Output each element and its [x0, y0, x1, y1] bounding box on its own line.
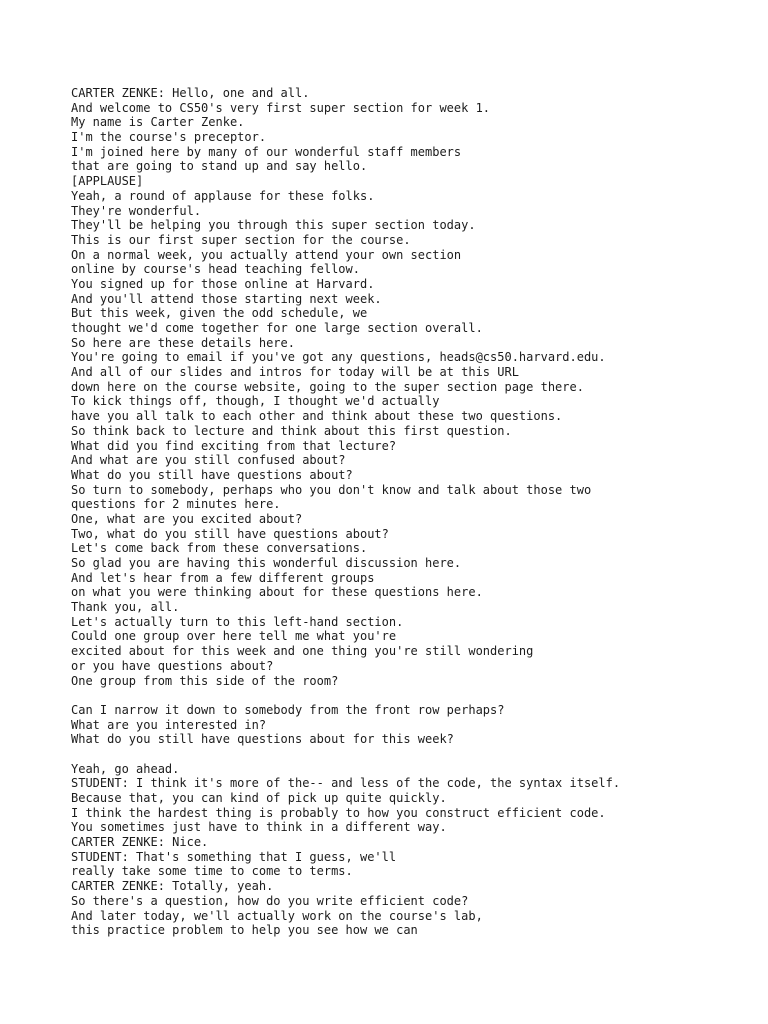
transcript-line: Could one group over here tell me what you're: [71, 629, 397, 644]
transcript-line: Thank you, all.: [71, 600, 180, 615]
transcript-line: I'm joined here by many of our wonderful staff members: [71, 144, 462, 159]
transcript-line: Yeah, go ahead.: [71, 761, 180, 776]
transcript-line: On a normal week, you actually attend your own section: [71, 247, 462, 262]
transcript-line: So glad you are having this wonderful discussion here.: [71, 556, 462, 570]
transcript-line: This is our first super section for the course.: [71, 232, 411, 247]
transcript-line: And later today, we'll actually work on the course's lab,: [71, 908, 483, 923]
transcript-line: And what are you still confused about?: [71, 453, 346, 468]
transcript-line: Let's come back from these conversations.: [71, 541, 368, 556]
transcript-line: Let's actually turn to this left-hand section.: [71, 614, 404, 629]
transcript-line: STUDENT: I think it's more of the-- and less of the code, the syntax itself.: [71, 776, 621, 791]
transcript-line: or you have questions about?: [71, 658, 274, 673]
transcript-line: Because that, you can kind of pick up quite quickly.: [71, 791, 447, 805]
transcript-line: One group from this side of the room?: [71, 673, 339, 688]
transcript-line: So turn to somebody, perhaps who you don't know and talk about those two: [71, 482, 592, 497]
transcript-line: this practice problem to help you see how we can: [71, 923, 418, 938]
transcript-line: [71, 747, 751, 762]
transcript-line: And welcome to CS50's very first super section for week 1.: [71, 100, 491, 115]
transcript-line: What are you interested in?: [71, 717, 267, 732]
transcript-line: [APPLAUSE]: [71, 174, 144, 189]
transcript-line: What did you find exciting from that lecture?: [71, 438, 397, 453]
transcript-line: Two, what do you still have questions about?: [71, 526, 389, 541]
transcript-line: excited about for this week and one thing you're still wondering: [71, 644, 534, 659]
transcript-line: And let's hear from a few different groups: [71, 570, 375, 585]
transcript-line: To kick things off, though, I thought we'd actually: [71, 394, 440, 409]
transcript-line: I'm the course's preceptor.: [71, 130, 267, 145]
transcript-line: You signed up for those online at Harvard.: [71, 276, 375, 291]
transcript-line: CARTER ZENKE: Nice.: [71, 835, 209, 850]
transcript-line: on what you were thinking about for these questions here.: [71, 585, 483, 600]
transcript-line: thought we'd come together for one large section overall.: [71, 321, 483, 335]
transcript-line: You sometimes just have to think in a different way.: [71, 820, 447, 835]
transcript-line: You're going to email if you've got any questions, heads@cs50.harvard.edu.: [71, 350, 606, 365]
transcript-line: What do you still have questions about?: [71, 467, 353, 482]
transcript-line: CARTER ZENKE: Totally, yeah.: [71, 879, 274, 894]
transcript-line: So think back to lecture and think about this first question.: [71, 423, 512, 438]
transcript-text: [71, 86, 751, 938]
transcript-line: I think the hardest thing is probably to how you construct efficient code.: [71, 805, 606, 820]
transcript-line: that are going to stand up and say hello.: [71, 159, 368, 174]
transcript-line: So here are these details here.: [71, 335, 295, 350]
transcript-line: One, what are you excited about?: [71, 511, 303, 526]
transcript-line: online by course's head teaching fellow.: [71, 262, 360, 277]
transcript-line: really take some time to come to terms.: [71, 864, 353, 879]
transcript-line: Can I narrow it down to somebody from the front row perhaps?: [71, 702, 505, 717]
transcript-line: questions for 2 minutes here.: [71, 497, 281, 512]
transcript-line: They're wonderful.: [71, 203, 202, 218]
transcript-line: So there's a question, how do you write efficient code?: [71, 893, 469, 908]
transcript-line: down here on the course website, going to the super section page there.: [71, 379, 584, 394]
transcript-line: My name is Carter Zenke.: [71, 115, 245, 130]
transcript-line: And all of our slides and intros for today will be at this URL: [71, 365, 519, 380]
transcript-line: And you'll attend those starting next week.: [71, 291, 382, 306]
transcript-line: CARTER ZENKE: Hello, one and all.: [71, 86, 310, 100]
transcript-line: They'll be helping you through this super section today.: [71, 218, 476, 233]
transcript-line: [71, 688, 751, 703]
transcript-line: Yeah, a round of applause for these folks.: [71, 188, 375, 203]
transcript-line: have you all talk to each other and think about these two questions.: [71, 409, 563, 424]
transcript-line: What do you still have questions about for this week?: [71, 732, 454, 747]
transcript-line: But this week, given the odd schedule, we: [71, 306, 368, 321]
transcript-line: STUDENT: That's something that I guess, we'll: [71, 849, 397, 864]
